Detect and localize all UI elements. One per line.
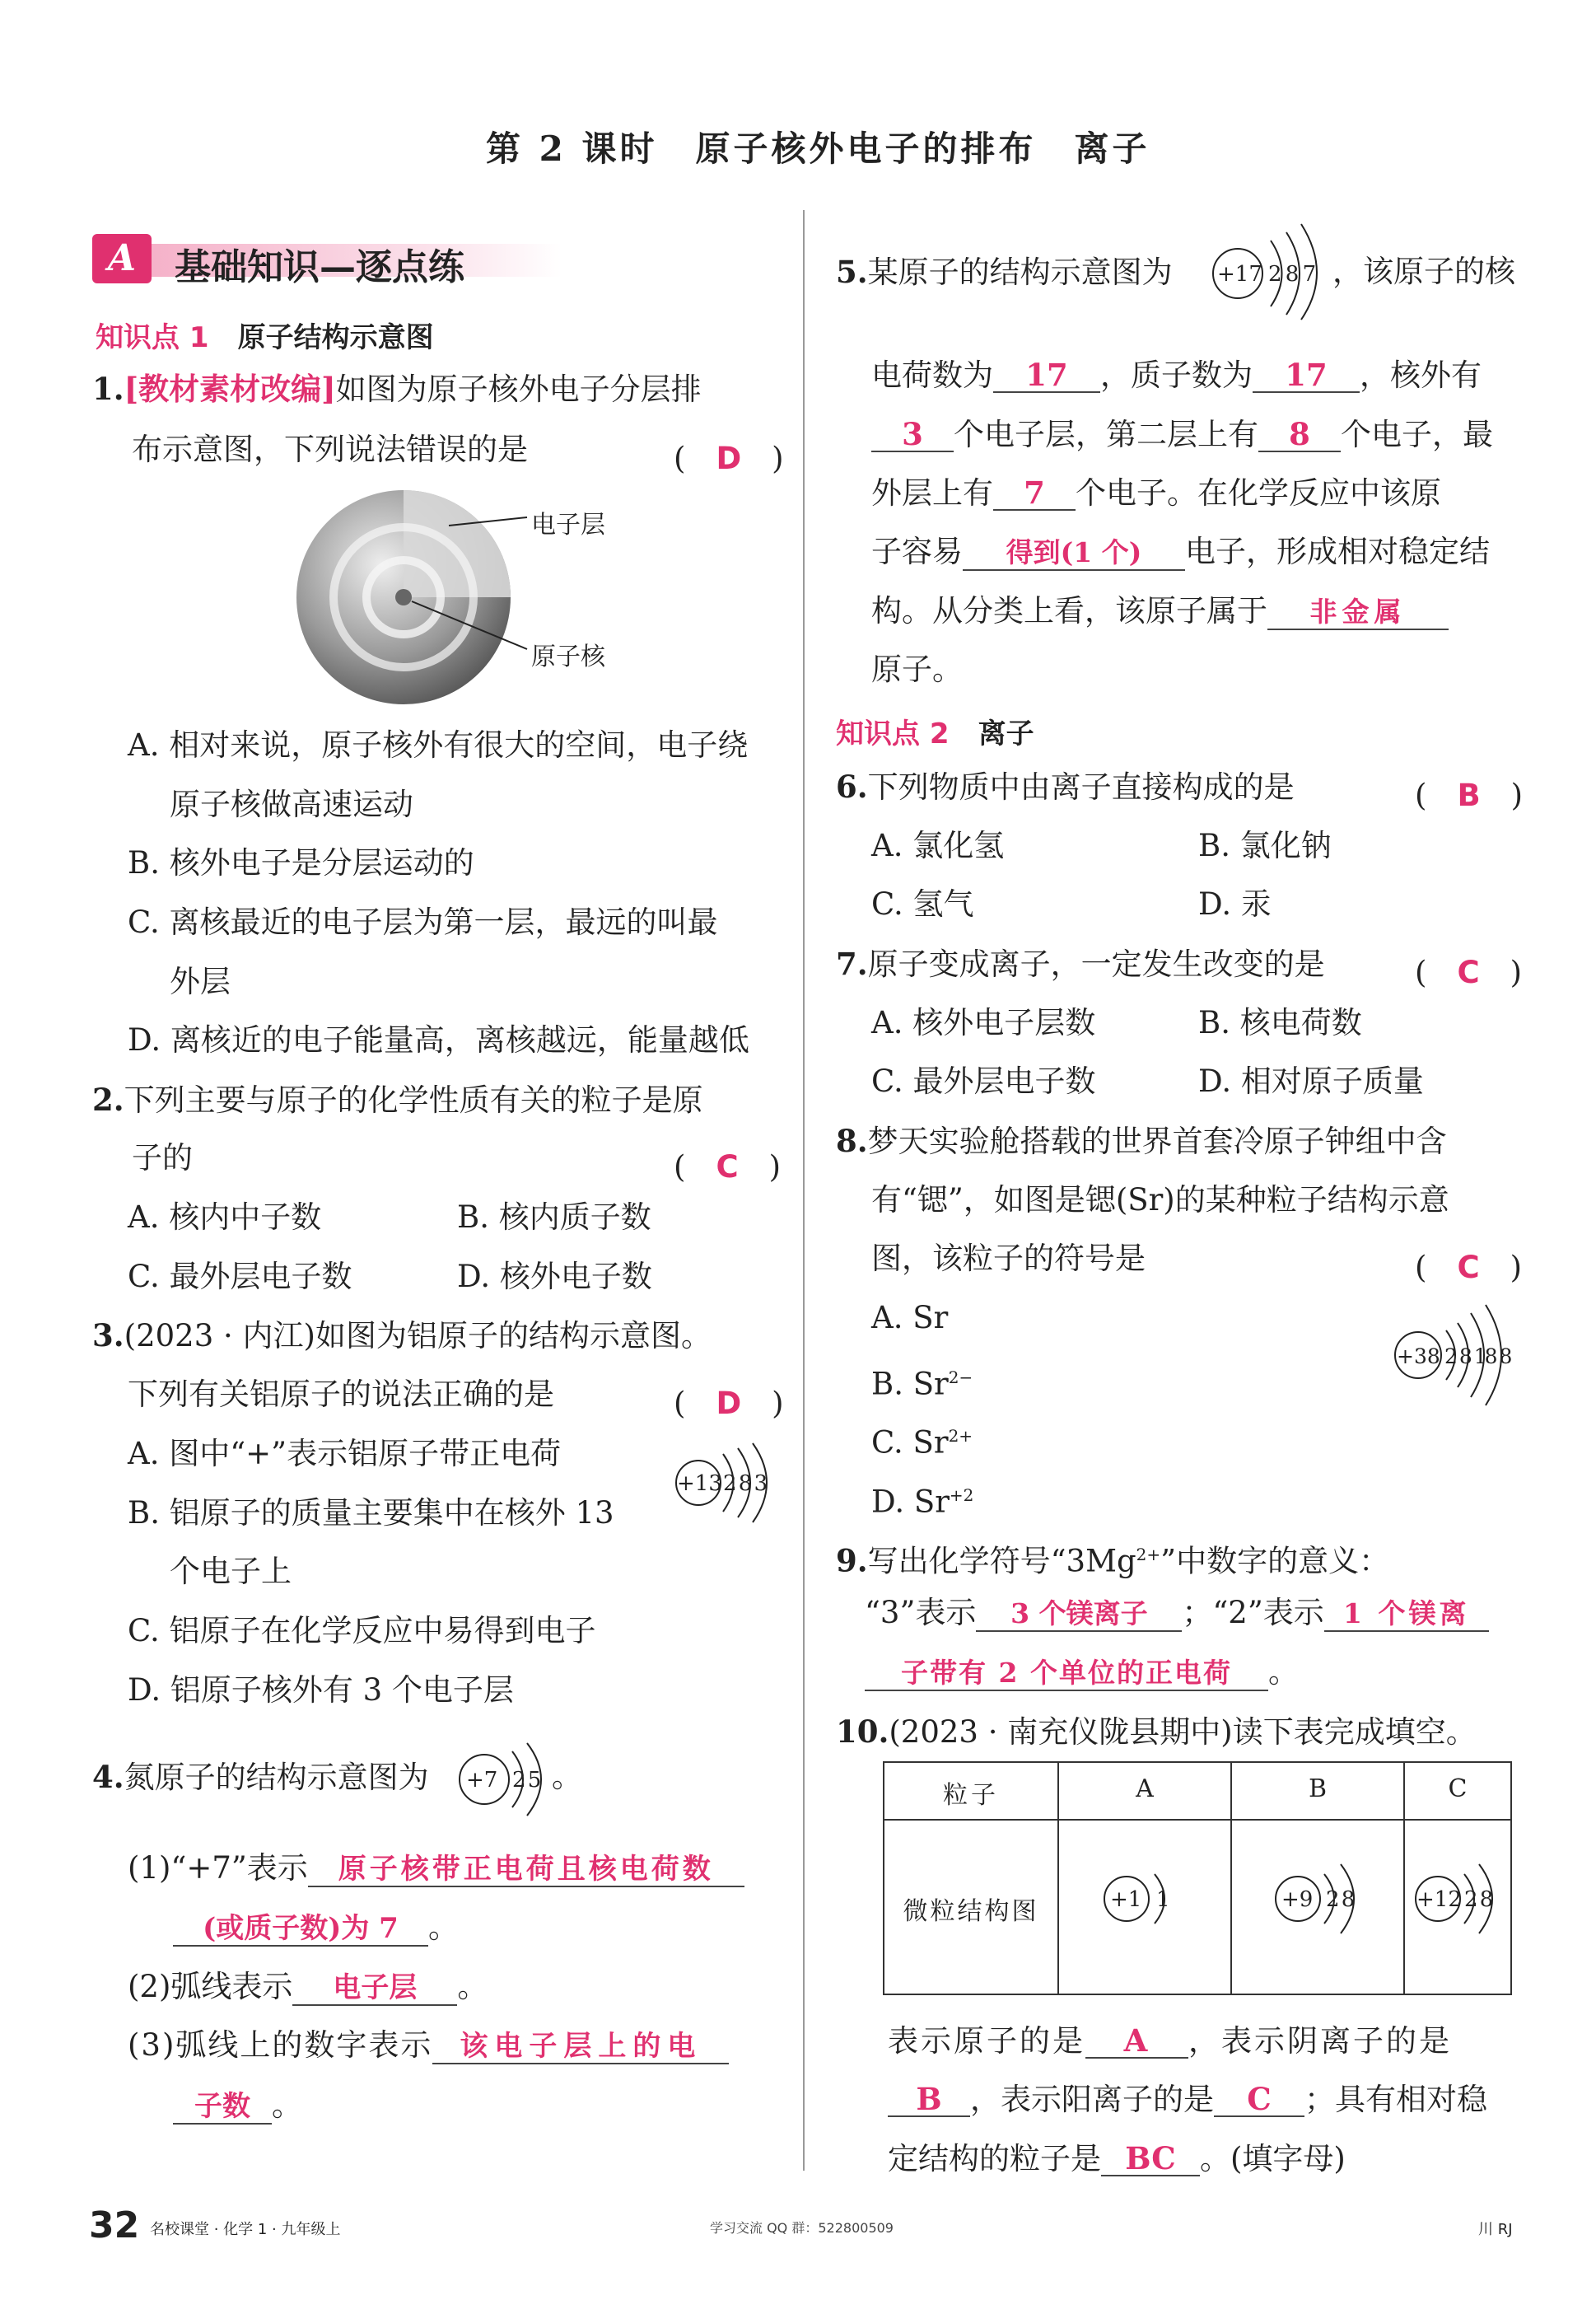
q4-text: 氮原子的结构示意图为: [124, 1760, 429, 1795]
atom-shell-numbers: 2 8: [1464, 1887, 1491, 1912]
q10-l2b: ；具有相对稳: [1304, 2082, 1487, 2117]
atom-shell-numbers: 2 8: [1326, 1887, 1353, 1912]
q8-option-d-charge: +2: [949, 1485, 974, 1505]
q3-option-b-cont: 个电子上: [170, 1554, 292, 1589]
q4-s3-end: 。: [272, 2087, 302, 2123]
q3-option-a: A. 图中“+”表示铝原子带正电荷: [128, 1436, 562, 1471]
qq-group: 学习交流 QQ 群：522800509: [710, 2220, 894, 2236]
q7-option-c: C. 最外层电子数: [871, 1064, 1096, 1099]
q7-answer-paren: ( C ): [1415, 955, 1523, 990]
q4-s1-answer-cont: (或质子数)为 7: [173, 1912, 428, 1947]
table-header-c: C: [1448, 1774, 1468, 1803]
q1-answer: D: [716, 441, 742, 476]
table-atom-b: [1272, 1858, 1370, 1940]
q5-l5b: 电子，形成相对稳定结: [1185, 534, 1490, 569]
q2-option-d: D. 核外电子数: [457, 1259, 652, 1294]
atom-shell-numbers: 2 5: [512, 1768, 539, 1793]
q1-line1: [92, 372, 702, 406]
q5-answer-charge: 17: [993, 358, 1100, 393]
q1-text1: 如图为原子核外电子分层排: [335, 372, 702, 407]
q1-option-a-cont: 原子核做高速运动: [170, 787, 413, 822]
q1-option-d: D. 离核近的电子能量高，离核越远，能量越低: [128, 1022, 749, 1058]
edition-mark: 川 RJ: [1478, 2221, 1513, 2238]
q10-answer-anion: B: [888, 2083, 970, 2117]
lesson-title: 第 2 课时 原子核外电子的排布 离子: [486, 129, 1150, 169]
atom-nucleus-label: +7: [466, 1768, 498, 1793]
q7-number: 7.: [836, 946, 868, 982]
q4-s1-prefix: (1)“+7”表示: [128, 1850, 308, 1886]
q5-answer-layers: 3: [871, 418, 954, 452]
q6-option-b: B. 氯化钠: [1198, 828, 1332, 863]
table-atom-c: [1413, 1858, 1508, 1940]
q8-text1: 梦天实验舱搭载的世界首套冷原子钟组中含: [867, 1124, 1447, 1159]
particle-table: [883, 1761, 1512, 1995]
q8-number: 8.: [836, 1123, 868, 1159]
book-title: 名校课堂 · 化学 1 · 九年级上: [150, 2221, 341, 2238]
kp1-label: 知识点 1: [96, 321, 209, 354]
q5-answer-second: 8: [1258, 418, 1341, 452]
q6-option-d: D. 汞: [1198, 886, 1272, 922]
q4-s3-prefix: (3)弧线上的数字表示: [128, 2027, 433, 2063]
q10-answer-atom: A: [1085, 2024, 1188, 2059]
q4-s2-end: 。: [457, 1969, 488, 2004]
q6-number: 6.: [836, 769, 868, 805]
q5-l3b: 个电子，最: [1341, 417, 1493, 452]
q2-text2: 子的: [132, 1140, 193, 1176]
q5-l2a: 电荷数为: [871, 358, 993, 393]
q5-l3a: 个电子层，第二层上有: [954, 417, 1258, 452]
q5-text1: 某原子的结构示意图为: [867, 255, 1173, 290]
q1-option-b: B. 核外电子是分层运动的: [128, 845, 474, 881]
q1-answer-paren: ( D ): [674, 441, 784, 476]
q6-answer: B: [1457, 778, 1481, 813]
q4-number: 4.: [92, 1759, 124, 1795]
table-row-label: 微粒结构图: [903, 1897, 1039, 1926]
q5-text1b: ，该原子的核: [1332, 254, 1515, 289]
q5-answer-outer: 7: [993, 476, 1076, 511]
q9-answer-3: 3 个镁离子: [976, 1597, 1182, 1632]
cutaway: [404, 490, 511, 597]
q8-option-c: C. Sr: [871, 1424, 949, 1461]
q1-option-c-cont: 外层: [170, 964, 231, 999]
section-badge: A: [92, 234, 152, 283]
q7-option-d: D. 相对原子质量: [1198, 1064, 1424, 1099]
q5-l4a: 外层上有: [871, 475, 993, 511]
q10-l1a: 表示原子的是: [888, 2023, 1085, 2059]
atom-nucleus-label: +1: [1110, 1887, 1142, 1912]
q9-end: 。: [1268, 1654, 1299, 1690]
q5-l2c: ，核外有: [1360, 358, 1482, 393]
q5-l5a: 子容易: [871, 534, 963, 569]
nitrogen-atom-diagram: [455, 1737, 545, 1819]
q9-charge: 2+: [1136, 1545, 1161, 1564]
q10-l2a: ，表示阳离子的是: [970, 2082, 1214, 2117]
q2-answer-paren: ( C ): [674, 1149, 782, 1185]
chlorine-atom-diagram: [1209, 222, 1328, 321]
section-title: 基础知识—逐点练: [175, 246, 464, 288]
kp1-title: 原子结构示意图: [237, 321, 434, 354]
q7-text: 原子变成离子，一定发生改变的是: [867, 947, 1325, 982]
atom-nucleus-label: +13: [677, 1471, 722, 1496]
q3-option-c: C. 铝原子在化学反应中易得到电子: [128, 1613, 596, 1648]
kp2-label: 知识点 2: [836, 718, 950, 750]
q8-text3: 图，该粒子的符号是: [871, 1241, 1146, 1276]
q5-answer-gain: 得到(1 个): [963, 536, 1185, 571]
q7-option-a: A. 核外电子层数: [871, 1005, 1096, 1040]
knowledge-point-2: [836, 711, 1034, 751]
q9-answer-2: 1 个镁离: [1324, 1597, 1489, 1632]
q5-l4b: 个电子。在化学反应中该原: [1076, 475, 1441, 511]
column-divider: [803, 210, 805, 2171]
q10-l1b: ，表示阴离子的是: [1188, 2023, 1452, 2059]
q1-option-a: A. 相对来说，原子核外有很大的空间，电子绕: [128, 727, 749, 763]
q4-s1-answer: 原子核带正电荷且核电荷数: [308, 1853, 744, 1887]
q3-number: 3.: [92, 1317, 124, 1353]
atom-shell-numbers: 2 8 3: [723, 1471, 766, 1496]
section-header: [92, 232, 562, 288]
q4-s3-answer-cont: 子数: [173, 2090, 272, 2125]
q10-l3a: 定结构的粒子是: [888, 2141, 1101, 2176]
q4-s2-answer: 电子层: [292, 1971, 457, 2006]
q10-l3b: 。(填字母): [1200, 2141, 1346, 2176]
atom-nucleus-label: +38: [1397, 1344, 1440, 1368]
q7-option-b: B. 核电荷数: [1198, 1005, 1362, 1040]
q1-option-c: C. 离核最近的电子层为第一层，最远的叫最: [128, 905, 718, 940]
q6-option-a: A. 氯化氢: [871, 828, 1005, 863]
table-atom-a: [1100, 1858, 1183, 1940]
q1-tag: [教材素材改编]: [124, 371, 336, 407]
page-number: 32: [89, 2204, 140, 2246]
strontium-ion-diagram: [1392, 1302, 1515, 1409]
q5-answer-protons: 17: [1253, 358, 1360, 393]
q8-option-b: B. Sr: [871, 1366, 949, 1402]
kp2-title: 离子: [978, 718, 1034, 750]
q8-text2: 有“锶”，如图是锶(Sr)的某种粒子结构示意: [871, 1182, 1449, 1218]
q9-l2b: ；“2”表示: [1182, 1595, 1324, 1630]
q3-option-b: B. 铝原子的质量主要集中在核外 13: [128, 1495, 614, 1531]
q2-option-a: A. 核内中子数: [128, 1199, 322, 1235]
q5-l2b: ，质子数为: [1100, 358, 1253, 393]
nucleus-dot: [395, 589, 412, 605]
table-hline: [884, 1819, 1510, 1821]
q3-option-d: D. 铝原子核外有 3 个电子层: [128, 1672, 514, 1708]
fig-label-electron-layer: 电子层: [531, 511, 605, 540]
q2-option-c: C. 最外层电子数: [128, 1259, 352, 1294]
q10-answer-cation: C: [1214, 2083, 1304, 2117]
atom-shell-numbers: 2 8 7: [1268, 262, 1315, 287]
q8-option-d: D. Sr: [871, 1484, 950, 1520]
q3-answer-paren: ( D ): [674, 1386, 784, 1421]
q1-text2: 布示意图，下列说法错误的是: [132, 432, 528, 467]
q8-option-b-charge: 2−: [948, 1367, 973, 1387]
fig-label-nucleus: 原子核: [531, 643, 605, 671]
q4-end: 。: [552, 1759, 582, 1794]
atom-nucleus-label: +9: [1281, 1887, 1314, 1912]
q8-answer: C: [1457, 1250, 1480, 1285]
atom-nucleus-label: +12: [1416, 1887, 1462, 1912]
q5-number: 5.: [836, 254, 868, 290]
q5-answer-class: 非金属: [1267, 596, 1449, 630]
q10-text: (2023 · 南充仪陇县期中)读下表完成填空。: [889, 1714, 1477, 1750]
q9-text-a: 写出化学符号“3Mg: [867, 1543, 1136, 1579]
q9-answer-2-cont: 子带有 2 个单位的正电荷: [865, 1657, 1268, 1691]
q9-l2a: “3”表示: [865, 1595, 977, 1630]
q4-s1-end: 。: [428, 1910, 459, 1945]
q2-option-b: B. 核内质子数: [457, 1199, 651, 1235]
q4-s3-answer: 该电子层上的电: [432, 2030, 729, 2064]
q8-answer-paren: ( C ): [1415, 1250, 1523, 1285]
q10-number: 10.: [836, 1713, 889, 1750]
q6-text: 下列物质中由离子直接构成的是: [867, 769, 1295, 805]
atom-nucleus-label: +17: [1217, 262, 1262, 287]
q6-answer-paren: ( B ): [1415, 778, 1524, 813]
q6-option-c: C. 氢气: [871, 886, 974, 922]
table-header-a: A: [1136, 1774, 1154, 1803]
q3-text2: 下列有关铝原子的说法正确的是: [128, 1377, 554, 1412]
q3-text1: (2023 · 内江)如图为铝原子的结构示意图。: [124, 1318, 712, 1353]
aluminum-atom-diagram: [674, 1442, 772, 1524]
atom-shell-numbers: 2 8 18 8: [1444, 1344, 1510, 1368]
q5-l7: 原子。: [871, 652, 963, 687]
q4-s2-prefix: (2)弧线表示: [128, 1969, 293, 2004]
knowledge-point-1: [96, 315, 434, 355]
q2-text1: 下列主要与原子的化学性质有关的粒子是原: [124, 1082, 703, 1118]
q2-number: 2.: [92, 1082, 124, 1118]
q7-answer: C: [1457, 955, 1480, 990]
q1-number: 1.: [92, 371, 124, 407]
q3-answer: D: [716, 1386, 742, 1421]
table-header-particle: 粒子: [943, 1781, 999, 1810]
q9-text-b: ”中数字的意义：: [1160, 1543, 1390, 1579]
q8-option-c-charge: 2+: [948, 1426, 973, 1446]
atom-shell-numbers: 1: [1156, 1887, 1170, 1912]
q5-l6a: 构。从分类上看，该原子属于: [871, 593, 1267, 629]
q10-answer-stable: BC: [1101, 2142, 1200, 2176]
table-header-b: B: [1308, 1774, 1328, 1803]
q2-answer: C: [716, 1149, 739, 1185]
q9-number: 9.: [836, 1542, 868, 1579]
q8-option-a: A. Sr: [871, 1300, 949, 1335]
